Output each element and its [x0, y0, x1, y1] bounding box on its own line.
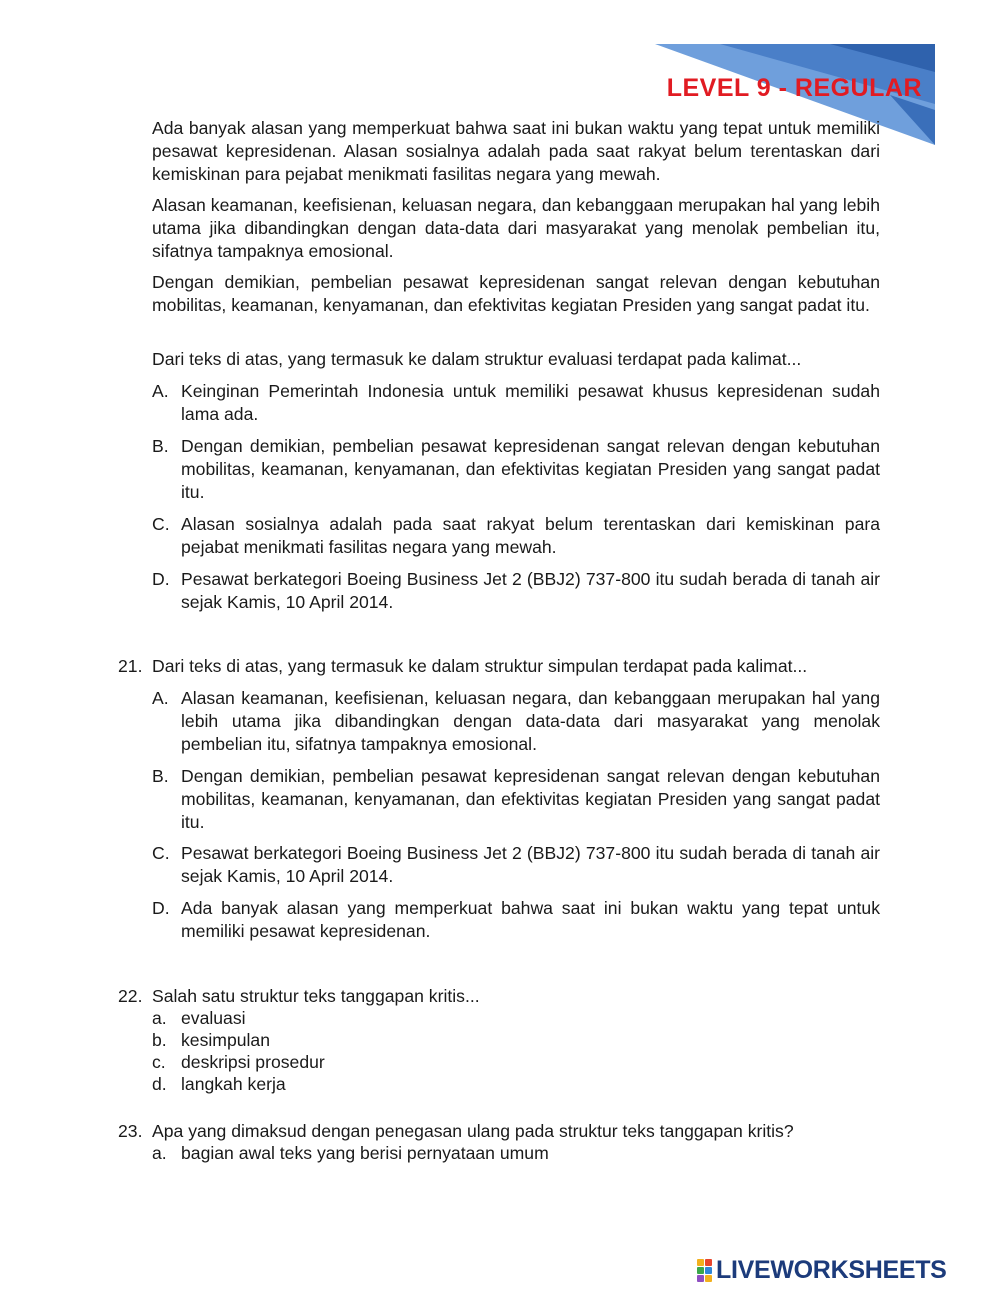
- option-letter: D.: [152, 898, 170, 918]
- option-text: Pesawat berkategori Boeing Business Jet 2 (BBJ2) 737-800 itu sudah berada di tanah air sejak Kamis, 10 April 2014.: [181, 569, 880, 612]
- option-text: Pesawat berkategori Boeing Business Jet 2 (BBJ2) 737-800 itu sudah berada di tanah air sejak Kamis, 10 April 2014.: [181, 843, 880, 886]
- option-text: Ada banyak alasan yang memperkuat bahwa saat ini bukan waktu yang tepat untuk memiliki pesawat kepresidenan.: [181, 898, 880, 941]
- q23-option-a[interactable]: [152, 1142, 880, 1165]
- option-text: Alasan keamanan, keefisienan, keluasan negara, dan kebanggaan merupakan hal yang lebih utama jika dibandingkan dengan data-data dari masyarakat yang menolak pembelian itu, sifatnya tampaknya emosional.: [181, 688, 880, 754]
- question-text: Dari teks di atas, yang termasuk ke dalam struktur simpulan terdapat pada kalimat...: [152, 656, 808, 676]
- question-23: [118, 1120, 880, 1143]
- question-text: Apa yang dimaksud dengan penegasan ulang pada struktur teks tanggapan kritis?: [152, 1121, 794, 1141]
- option-letter: c.: [152, 1052, 166, 1072]
- passage-paragraph: Alasan keamanan, keefisienan, keluasan negara, dan kebanggaan merupakan hal yang lebih utama jika dibandingkan dengan data-data dari masyarakat yang menolak pembelian itu, sifatnya tampaknya emosional.: [152, 195, 880, 261]
- option-text: Dengan demikian, pembelian pesawat kepresidenan sangat relevan dengan kebutuhan mobilitas, keamanan, kenyamanan, dan efektivitas kegiatan Presiden yang sangat padat itu.: [181, 436, 880, 502]
- option-text: evaluasi: [181, 1008, 246, 1028]
- option-letter: b.: [152, 1030, 167, 1050]
- q20-option-d[interactable]: [152, 568, 880, 614]
- option-text: Alasan sosialnya adalah pada saat rakyat belum terentaskan dari kemiskinan para pejabat menikmati fasilitas negara yang mewah.: [181, 514, 880, 557]
- level-label: LEVEL 9 - REGULAR: [666, 74, 922, 102]
- question-number: 22.: [118, 986, 143, 1006]
- option-text: kesimpulan: [181, 1030, 270, 1050]
- q21-option-a[interactable]: [152, 687, 880, 755]
- option-text: Keinginan Pemerintah Indonesia untuk memiliki pesawat khusus kepresidenan sudah lama ada.: [181, 381, 880, 424]
- option-text: langkah kerja: [181, 1074, 286, 1094]
- q22-option-b[interactable]: [152, 1029, 880, 1052]
- option-letter: B.: [152, 436, 169, 456]
- question-number: 21.: [118, 656, 143, 676]
- q22-option-a[interactable]: [152, 1007, 880, 1030]
- liveworksheets-logo: [697, 1255, 947, 1285]
- option-letter: a.: [152, 1143, 167, 1163]
- passage-paragraph: Ada banyak alasan yang memperkuat bahwa saat ini bukan waktu yang tepat untuk memiliki pesawat kepresidenan. Alasan sosialnya adalah pada saat rakyat belum terentaskan dari kemiskinan para pejabat menikmati fasilitas negara yang mewah.: [152, 118, 880, 184]
- logo-text: LIVEWORKSHEETS: [716, 1255, 947, 1284]
- q21-option-b[interactable]: [152, 765, 880, 833]
- passage-paragraph: Dengan demikian, pembelian pesawat kepresidenan sangat relevan dengan kebutuhan mobilitas, keamanan, kenyamanan, dan efektivitas kegiatan Presiden yang sangat padat itu.: [152, 272, 880, 315]
- option-letter: d.: [152, 1074, 167, 1094]
- option-letter: C.: [152, 843, 170, 863]
- question-22: [118, 985, 880, 1008]
- question-text: Salah satu struktur teks tanggapan kritis...: [152, 986, 480, 1006]
- q20-option-b[interactable]: [152, 435, 880, 503]
- option-text: Dengan demikian, pembelian pesawat kepresidenan sangat relevan dengan kebutuhan mobilitas, keamanan, kenyamanan, dan efektivitas kegiatan Presiden yang sangat padat itu.: [181, 766, 880, 832]
- option-text: bagian awal teks yang berisi pernyataan umum: [181, 1143, 549, 1163]
- option-letter: C.: [152, 514, 170, 534]
- question-20-text: Dari teks di atas, yang termasuk ke dalam struktur evaluasi terdapat pada kalimat...: [152, 349, 802, 369]
- q20-option-a[interactable]: [152, 380, 880, 426]
- question-21: [118, 655, 880, 678]
- q22-option-d[interactable]: [152, 1073, 880, 1096]
- question-number: 23.: [118, 1121, 143, 1141]
- q21-option-c[interactable]: [152, 842, 880, 888]
- option-letter: A.: [152, 381, 169, 401]
- option-letter: B.: [152, 766, 169, 786]
- option-letter: a.: [152, 1008, 167, 1028]
- option-letter: D.: [152, 569, 170, 589]
- q21-option-d[interactable]: [152, 897, 880, 943]
- q20-option-c[interactable]: [152, 513, 880, 559]
- option-letter: A.: [152, 688, 169, 708]
- option-text: deskripsi prosedur: [181, 1052, 325, 1072]
- logo-mark-icon: [697, 1259, 712, 1282]
- q22-option-c[interactable]: [152, 1051, 880, 1074]
